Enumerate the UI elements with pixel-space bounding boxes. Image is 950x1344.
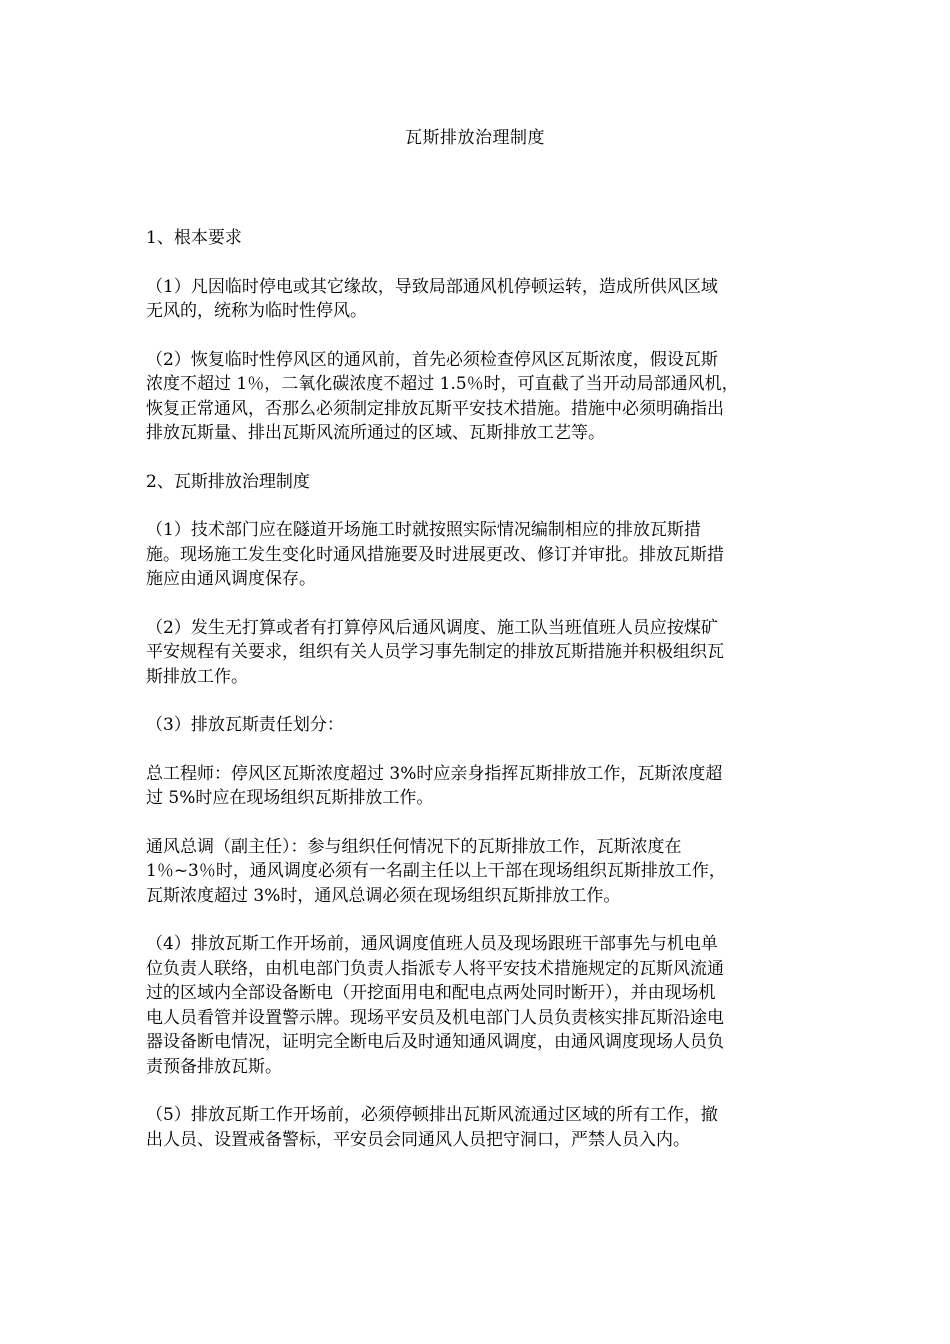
text-line: 电人员看管并设置警示牌。现场平安员及机电部门人员负责核实排瓦斯沿途电 xyxy=(146,1007,724,1028)
document-body xyxy=(146,226,796,1152)
text-line: 恢复正常通风，否那么必须制定排放瓦斯平安技术措施。措施中必须明确指出 xyxy=(146,398,724,419)
text-line: 1％~3％时，通风调度必须有一名副主任以上干部在现场组织瓦斯排放工作， xyxy=(146,861,726,881)
section-2-heading xyxy=(146,470,796,495)
text-line: 平安规程有关要求，组织有关人员学习事先制定的排放瓦斯措施并积极组织瓦 xyxy=(146,642,724,662)
section-2-item-5 xyxy=(146,1103,796,1152)
text-line: 通风总调（副主任）：参与组织任何情况下的瓦斯排放工作，瓦斯浓度在 xyxy=(146,836,682,857)
text-line: 责预备排放瓦斯。 xyxy=(146,1056,282,1077)
section-2-item-2 xyxy=(146,616,796,690)
section-2-item-4 xyxy=(146,932,796,1079)
text-line: （2）发生无打算或者有打算停风后通风调度、施工队当班值班人员应按煤矿 xyxy=(146,617,718,638)
text-line: 无风的，统称为临时性停风。 xyxy=(146,301,367,321)
text-line: 器设备断电情况，证明完全断电后及时通知通风调度，由通风调度现场人员负 xyxy=(146,1032,724,1052)
text-line: 浓度不超过 1％，二氧化碳浓度不超过 1.5％时，可直截了当开动局部通风机， xyxy=(146,374,739,394)
section-1-heading xyxy=(146,226,796,251)
text-line: 总工程师：停风区瓦斯浓度超过 3%时应亲身指挥瓦斯排放工作，瓦斯浓度超 xyxy=(146,763,723,784)
ventilation-director-paragraph xyxy=(146,835,796,909)
text-line: 位负责人联络，由机电部门负责人指派专人将平安技术措施规定的瓦斯风流通 xyxy=(146,958,724,979)
text-line: 出人员、设置戒备警标，平安员会同通风人员把守洞口，严禁人员入内。 xyxy=(146,1129,690,1150)
text-line: 斯排放工作。 xyxy=(146,666,248,687)
text-line: 排放瓦斯量、排出瓦斯风流所通过的区域、瓦斯排放工艺等。 xyxy=(146,423,605,443)
text-line: 瓦斯浓度超过 3%时，通风总调必须在现场组织瓦斯排放工作。 xyxy=(146,885,621,906)
document-title: 瓦斯排放治理制度 xyxy=(405,128,545,148)
text-line: （1）凡因临时停电或其它缘故，导致局部通风机停顿运转，造成所供风区域 xyxy=(146,276,718,297)
text-line: 施。现场施工发生变化时通风措施要及时进展更改、修订并审批。排放瓦斯措 xyxy=(146,544,724,565)
section-2-item-3 xyxy=(146,713,796,738)
text-line: （1）技术部门应在隧道开场施工时就按照实际情况编制相应的排放瓦斯措 xyxy=(146,520,701,540)
section-1-item-1 xyxy=(146,275,796,324)
chief-engineer-paragraph xyxy=(146,762,796,811)
text-line: （5）排放瓦斯工作开场前，必须停顿排出瓦斯风流通过区域的所有工作，撤 xyxy=(146,1105,718,1125)
text-line: （4）排放瓦斯工作开场前，通风调度值班人员及现场跟班干部事先与机电单 xyxy=(146,934,718,954)
text-line: 2、瓦斯排放治理制度 xyxy=(146,471,310,492)
section-1-item-2 xyxy=(146,348,796,446)
text-line: 1、根本要求 xyxy=(146,228,242,248)
text-line: 过 5%时应在现场组织瓦斯排放工作。 xyxy=(146,788,434,808)
section-2-item-1 xyxy=(146,518,796,592)
text-line: （3）排放瓦斯责任划分： xyxy=(146,715,344,735)
text-line: 过的区域内全部设备断电（开挖面用电和配电点两处同时断开），并由现场机 xyxy=(146,983,716,1003)
text-line: 施应由通风调度保存。 xyxy=(146,569,316,589)
text-line: （2）恢复临时性停风区的通风前，首先必须检查停风区瓦斯浓度，假设瓦斯 xyxy=(146,349,718,370)
